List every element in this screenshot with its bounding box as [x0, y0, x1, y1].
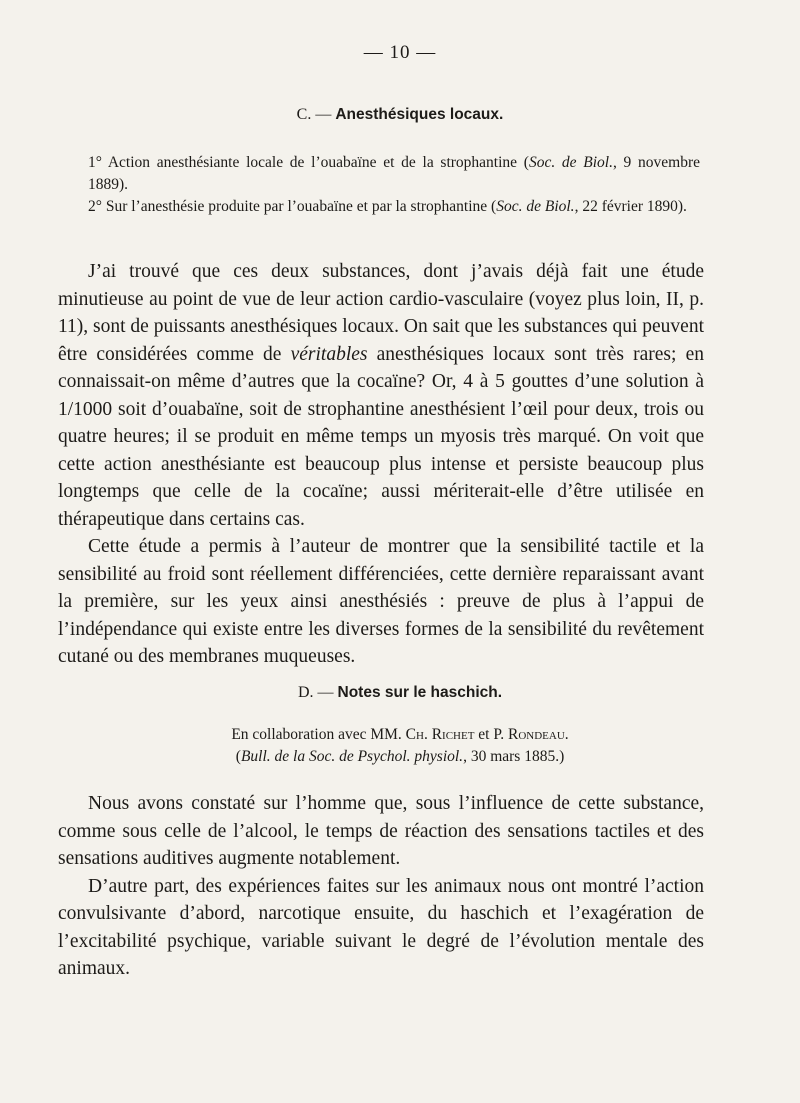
- reference-date: , 22 février 1890).: [574, 198, 687, 215]
- reference-item: [58, 152, 700, 196]
- reference-source: Soc. de Biol.: [528, 154, 613, 171]
- paragraph-text: anesthésiques locaux sont très rares; en connaissait-on même d’autres que la cocaïne? Or, 4 à 5 gouttes d’une solution à 1/1000 soit d’ouabaïne, soit de strophantine anesthésient l’œil pour deux, trois ou quatre heures; il se produit en même temps un myosis très marqué. On voit que cette action anesthésiante est beaucoup plus intense et persiste beaucoup plus longtemps que celle de la cocaïne; aussi mériterait-elle d’être utilisée en thérapeutique dans certains cas.: [58, 343, 704, 530]
- collaboration-joiner: et: [474, 726, 494, 743]
- emphasis-text: véritables: [290, 343, 368, 365]
- collaboration-note: [0, 724, 800, 768]
- section-d-title: Notes sur le haschich.: [337, 684, 503, 701]
- section-c-body: [58, 258, 704, 671]
- section-d-letter: D. —: [297, 684, 334, 701]
- section-c-letter: C. —: [296, 106, 332, 123]
- reference-source: Soc. de Biol.: [496, 198, 575, 215]
- reference-date: , 9 novembre 1889).: [88, 154, 701, 193]
- reference-number: 2°: [88, 198, 102, 215]
- paragraph: Cette étude a permis à l’auteur de montrer que la sensibilité tactile et la sensibilité au froid sont réellement différenciées, cette dernière reparaissant avant la première, sur les yeux ainsi anesthésiés : preuve de plus à l’appui de l’indépendance qui existe entre les diverses formes de la sensibilité du revêtement cutané ou des membranes muqueuses.: [58, 536, 704, 667]
- source-line: [0, 746, 800, 768]
- paragraph: D’autre part, des expériences faites sur les animaux nous ont montré l’action convulsivante d’abord, narcotique ensuite, du haschich et l’exagération de l’excitabilité psychique, variable suivant le degré de l’évolution mentale des animaux.: [58, 875, 704, 979]
- section-d-body: [58, 790, 704, 983]
- section-c-title: Anesthésiques locaux.: [335, 106, 504, 123]
- author-name: P. Rondeau.: [493, 726, 569, 743]
- paragraph-text: J’ai trouvé que ces deux substances, dont j’avais déjà fait une étude minutieuse au point de vue de leur action cardio-vasculaire (voyez plus loin, II, p. 11), sont de puissants anesthésiques locaux. On sait que les substances qui peuvent être considérées comme de: [58, 261, 704, 365]
- source-journal: Bull. de la Soc. de Psychol. physiol.: [240, 748, 464, 765]
- paragraph: Nous avons constaté sur l’homme que, sous l’influence de cette substance, comme sous celle de l’alcool, le temps de réaction des sensations tactiles et des sensations auditives augmente notablement.: [58, 793, 704, 869]
- reference-item: [58, 196, 700, 218]
- collaboration-prefix: En collaboration avec MM.: [231, 726, 406, 743]
- source-paren: (: [235, 748, 241, 765]
- paragraph: [58, 258, 704, 533]
- source-date: , 30 mars 1885.): [463, 748, 565, 765]
- author-name: Ch. Richet: [405, 726, 475, 743]
- reference-text: Action anesthésiante locale de l’ouabaïne et de la strophantine (: [107, 154, 529, 171]
- section-c-references: [58, 152, 700, 218]
- page-number: — 10 —: [363, 42, 437, 63]
- section-c-heading: [0, 106, 800, 124]
- reference-number: 1°: [88, 154, 102, 171]
- collaboration-line: [0, 724, 800, 746]
- section-d-heading: [0, 684, 800, 702]
- reference-text: Sur l’anesthésie produite par l’ouabaïne et par la strophantine (: [105, 198, 497, 215]
